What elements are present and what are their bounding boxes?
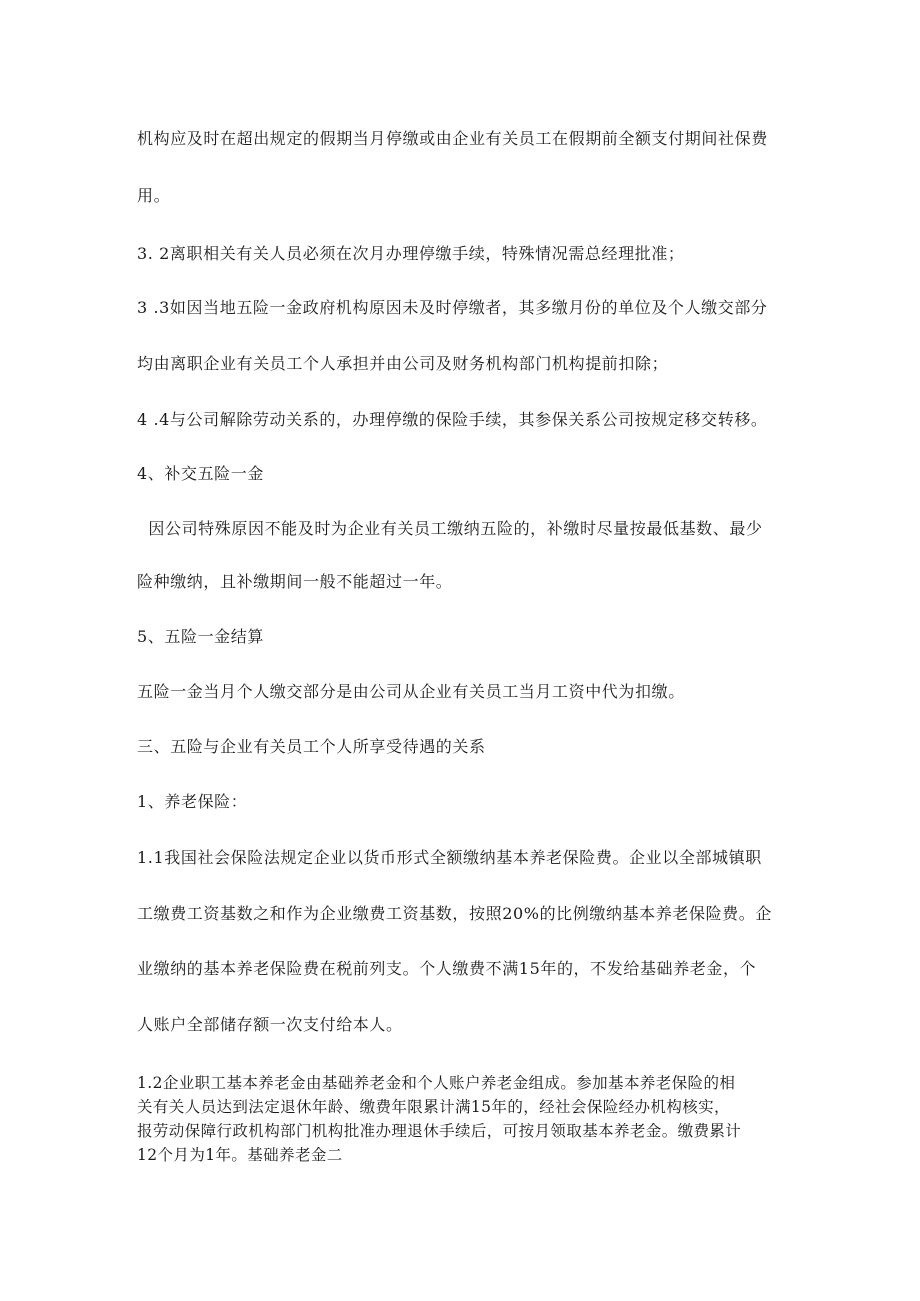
- section-heading: 4、补交五险一金: [137, 464, 264, 483]
- section-heading: 1、养老保险：: [137, 792, 248, 811]
- text-line: 12个月为1年。基础养老金二: [137, 1146, 343, 1164]
- text-line: 机构应及时在超出规定的假期当月停缴或由企业有关员工在假期前全额支付期间社保费: [137, 129, 768, 148]
- text-line: 业缴纳的基本养老保险费在税前列支。个人缴费不满15年的，不发给基础养老金，个: [137, 959, 757, 978]
- text-line: 五险一金当月个人缴交部分是由公司从企业有关员工当月工资中代为扣缴。: [137, 682, 685, 701]
- text-line: 1.1我国社会保险法规定企业以货币形式全额缴纳基本养老保险费。企业以全部城镇职: [137, 848, 762, 867]
- text-line: 关有关人员达到法定退休年龄、缴费年限累计满15年的，经社会保险经办机构核实，: [137, 1098, 730, 1116]
- final-paragraph: [137, 1071, 797, 1167]
- text-line: 4 .4与公司解除劳动关系的，办理停缴的保险手续，其参保关系公司按规定移交转移。: [137, 410, 768, 429]
- text-line: 险种缴纳，且补缴期间一般不能超过一年。: [137, 572, 453, 591]
- text-line: 用。: [137, 186, 171, 205]
- section-heading: 5、五险一金结算: [137, 627, 264, 646]
- chapter-heading: 三、五险与企业有关员工个人所享受待遇的关系: [137, 737, 486, 756]
- text-line: 均由离职企业有关员工个人承担并由公司及财务机构部门机构提前扣除；: [137, 354, 669, 373]
- text-line: 报劳动保障行政机构部门机构批准办理退休手续后，可按月领取基本养老金。缴费累计: [137, 1122, 742, 1140]
- text-line: 3. 2离职相关有关人员必须在次月办理停缴手续，特殊情况需总经理批准；: [137, 244, 685, 263]
- text-line: 工缴费工资基数之和作为企业缴费工资基数，按照20%的比例缴纳基本养老保险费。企: [137, 904, 772, 923]
- text-line: 1.2企业职工基本养老金由基础养老金和个人账户养老金组成。参加基本养老保险的相: [137, 1074, 736, 1092]
- text-line: 人账户全部储存额一次支付给本人。: [137, 1015, 403, 1034]
- text-line: 3 .3如因当地五险一金政府机构原因未及时停缴者，其多缴月份的单位及个人缴交部分: [137, 298, 768, 317]
- text-line: 因公司特殊原因不能及时为企业有关员工缴纳五险的，补缴时尽量按最低基数、最少: [137, 519, 763, 538]
